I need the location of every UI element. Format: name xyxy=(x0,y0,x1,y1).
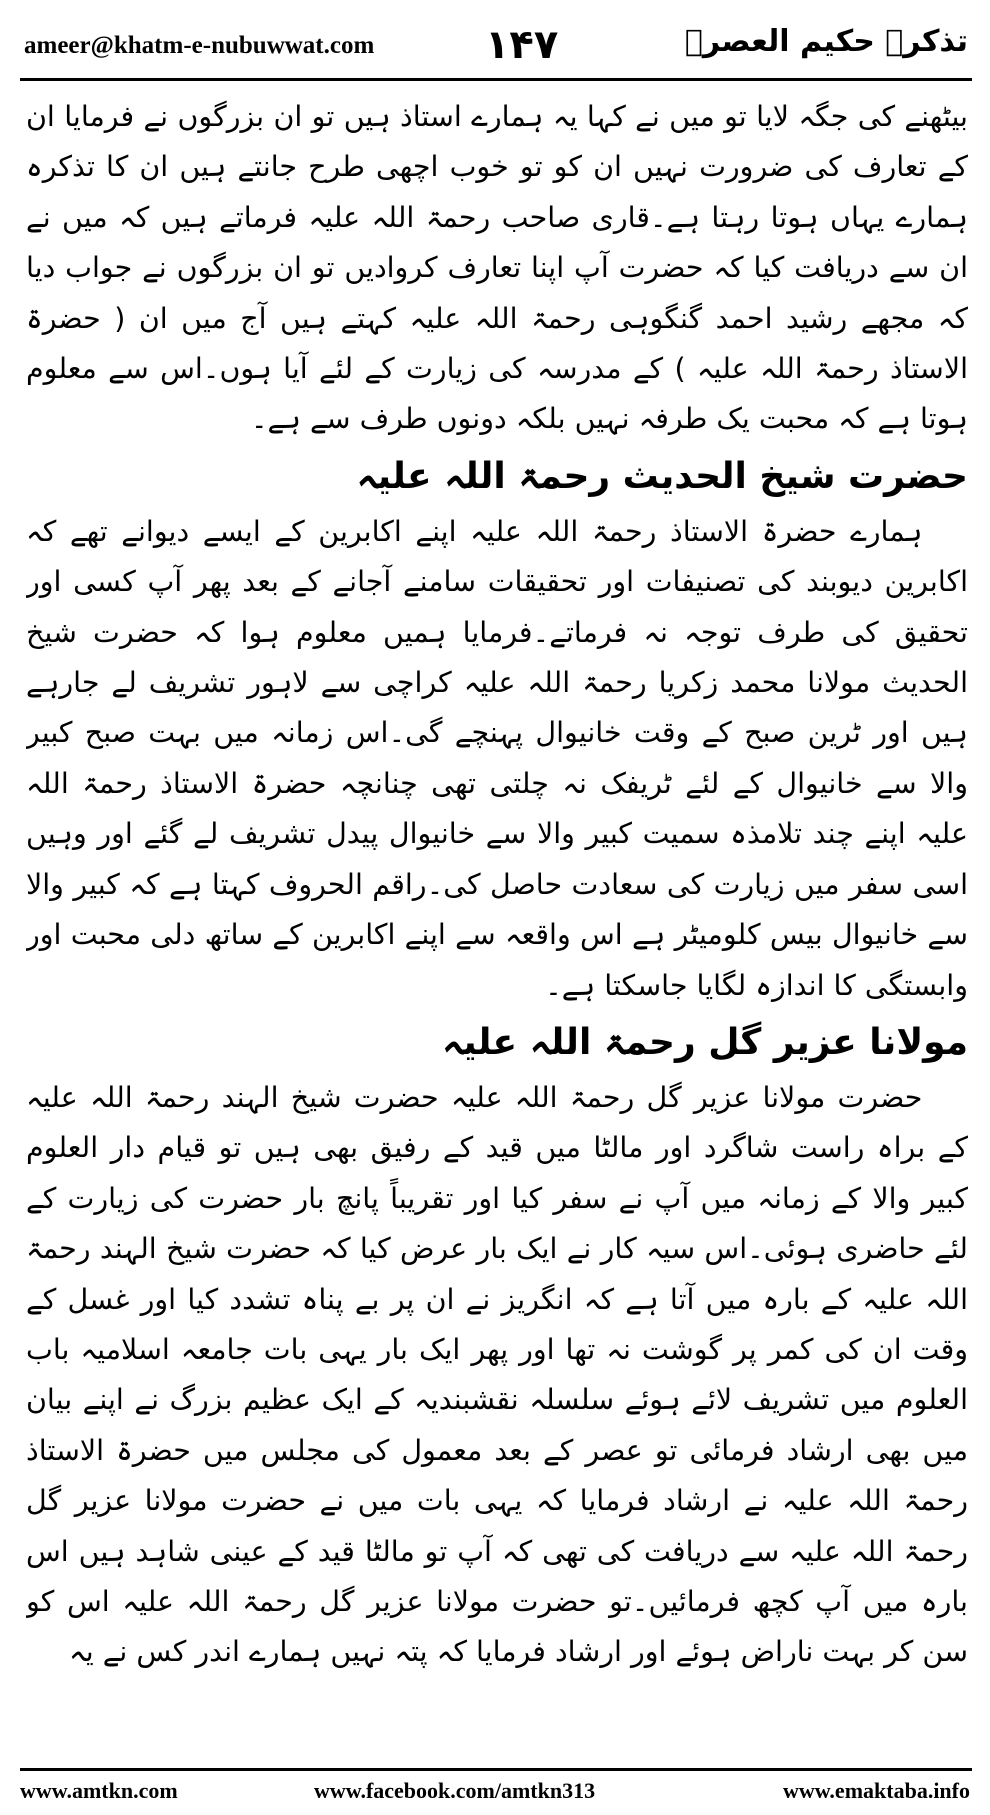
section-heading-maulana-uzair-gul: مولانا عزیر گل رحمۃ اللہ علیہ xyxy=(442,1021,968,1063)
header-rule xyxy=(20,78,972,81)
page-number: ۱۴۷ xyxy=(485,22,559,68)
book-title: تذکرہ حکیم العصرؒ xyxy=(684,24,968,59)
footer-link-facebook[interactable]: www.facebook.com/amtkn313 xyxy=(314,1778,596,1803)
section-heading-shaikh-ul-hadith: حضرت شیخ الحدیث رحمۃ اللہ علیہ xyxy=(356,455,968,497)
footer-rule xyxy=(20,1768,972,1771)
paragraph-1: بیٹھنے کی جگہ لایا تو میں نے کہا یہ ہمارے استاذ ہیں تو ان بزرگوں نے فرمایا ان کے تعارف کی ضرورت نہیں ان کو تو خوب اچھی طرح جانتے ہیں ان کا تذکرہ ہمارے یہاں ہوتا رہتا ہے۔قاری صاحب رحمۃ اللہ علیہ فرماتے ہیں کہ میں نے ان سے دریافت کیا کہ حضرت آپ اپنا تعارف کروادیں تو ان بزرگوں نے جواب دیا کہ مجھے رشید احمد گنگوہی رحمۃ اللہ علیہ کہتے ہیں آج میں ان ( حضرۃ الاستاذ رحمۃ اللہ علیہ ) کے مدرسہ کی زیارت کے لئے آیا ہوں۔اس سے معلوم ہوتا ہے کہ محبت یک طرفہ نہیں بلکہ دونوں طرف سے ہے۔ xyxy=(26,100,968,436)
page-footer xyxy=(18,1776,972,1808)
page-body xyxy=(26,92,968,1760)
paragraph-2: ہمارے حضرۃ الاستاذ رحمۃ اللہ علیہ اپنے اکابرین کے ایسے دیوانے تھے کہ اکابرین دیوبند کی تصنیفات اور تحقیقات سامنے آجانے کے بعد پھر آپ کسی اور تحقیق کی طرف توجہ نہ فرماتے۔فرمایا ہمیں معلوم ہوا کہ حضرت شیخ الحدیث مولانا محمد زکریا رحمۃ اللہ علیہ کراچی سے لاہور تشریف لے جارہے ہیں اور ٹرین صبح کے وقت خانیوال پہنچے گی۔اس زمانہ میں بہت صبح کبیر والا سے خانیوال کے لئے ٹریفک نہ چلتی تھی چنانچہ حضرۃ الاستاذ رحمۃ اللہ علیہ اپنے چند تلامذہ سمیت کبیر والا سے خانیوال پیدل تشریف لے گئے اور وہیں اسی سفر میں زیارت کی سعادت حاصل کی۔راقم الحروف کہتا ہے کہ کبیر والا سے خانیوال بیس کلومیٹر ہے اس واقعہ سے اپنے اکابرین کے ساتھ دلی محبت اور وابستگی کا اندازہ لگایا جاسکتا ہے۔ xyxy=(26,514,968,1002)
page-header xyxy=(20,18,972,76)
footer-link-amtkn[interactable]: www.amtkn.com xyxy=(20,1778,178,1803)
paragraph-3: حضرت مولانا عزیر گل رحمۃ اللہ علیہ حضرت شیخ الہند رحمۃ اللہ علیہ کے براہ راست شاگرد اور مالٹا میں قید کے رفیق بھی ہیں تو قیام دار العلوم کبیر والا کے زمانہ میں آپ نے سفر کیا اور تقریباً پانچ بار حضرت کی زیارت کے لئے حاضری ہوئی۔اس سیہ کار نے ایک بار عرض کیا کہ حضرت شیخ الہند رحمۃ اللہ علیہ کے بارہ میں آتا ہے کہ انگریز نے ان پر بے پناہ تشدد کیا اور غسل کے وقت ان کی کمر پر گوشت نہ تھا اور پھر ایک بار یہی بات جامعہ اسلامیہ باب العلوم میں تشریف لائے ہوئے سلسلہ نقشبندیہ کے ایک عظیم بزرگ نے اپنے بیان میں بھی ارشاد فرمائی تو عصر کے بعد معمول کی مجلس میں حضرۃ الاستاذ رحمۃ اللہ علیہ نے ارشاد فرمایا کہ یہی بات میں نے حضرت مولانا عزیر گل رحمۃ اللہ علیہ سے دریافت کی تھی کہ آپ تو مالٹا قید کے عینی شاہد ہیں اس بارہ میں آپ کچھ فرمائیں۔تو حضرت مولانا عزیر گل رحمۃ اللہ علیہ اس کو سن کر بہت ناراض ہوئے اور ارشاد فرمایا کہ پتہ نہیں ہمارے اندر کس نے یہ xyxy=(26,1080,968,1669)
footer-link-emaktaba[interactable]: www.emaktaba.info xyxy=(782,1778,970,1803)
header-email[interactable]: ameer@khatm-e-nubuwwat.com xyxy=(24,32,375,59)
